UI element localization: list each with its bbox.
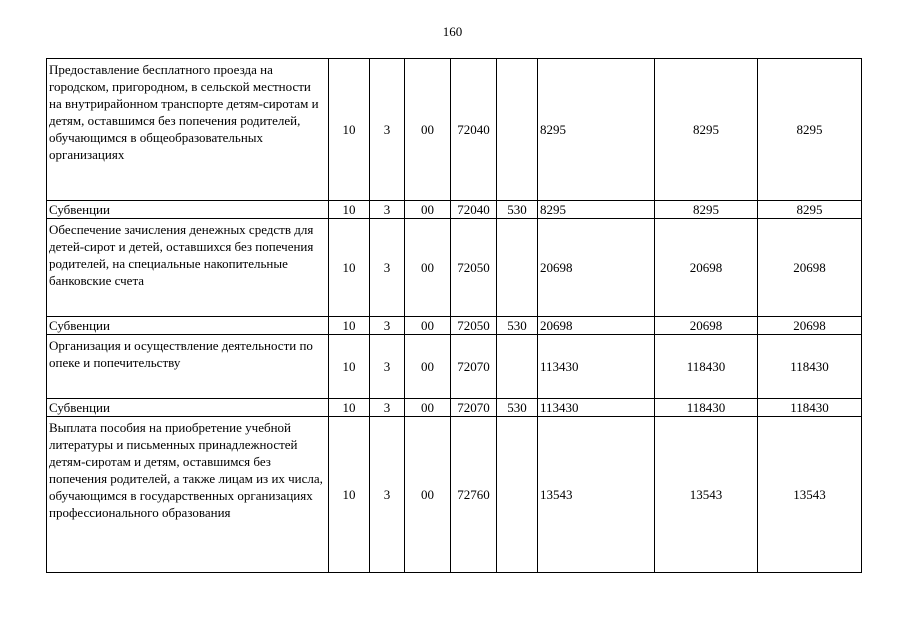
amount-year1-cell: 13543: [538, 417, 655, 573]
expense-type-cell: 530: [497, 201, 538, 219]
table-row: [47, 317, 862, 335]
program-cell: 00: [405, 219, 451, 317]
amount-year3-cell: 20698: [758, 317, 862, 335]
name-cell: Организация и осуществление деятельности по опеке и попечительству: [47, 335, 329, 399]
table-row: [47, 335, 862, 399]
name-cell: Субвенции: [47, 399, 329, 417]
amount-year2-cell: 118430: [655, 399, 758, 417]
amount-year3-cell: 118430: [758, 399, 862, 417]
table-row: [47, 219, 862, 317]
subsection-cell: 3: [370, 399, 405, 417]
program-cell: 00: [405, 201, 451, 219]
expense-type-cell: [497, 335, 538, 399]
program-cell: 00: [405, 335, 451, 399]
amount-year3-cell: 8295: [758, 201, 862, 219]
amount-year1-cell: 113430: [538, 335, 655, 399]
section-cell: 10: [329, 399, 370, 417]
name-cell: Субвенции: [47, 317, 329, 335]
table-row: [47, 59, 862, 201]
amount-year1-cell: 20698: [538, 219, 655, 317]
table-row: [47, 417, 862, 573]
amount-year2-cell: 8295: [655, 59, 758, 201]
amount-year2-cell: 8295: [655, 201, 758, 219]
section-cell: 10: [329, 417, 370, 573]
amount-year3-cell: 8295: [758, 59, 862, 201]
amount-year3-cell: 20698: [758, 219, 862, 317]
section-cell: 10: [329, 201, 370, 219]
subsection-cell: 3: [370, 417, 405, 573]
section-cell: 10: [329, 335, 370, 399]
expense-type-cell: [497, 59, 538, 201]
amount-year2-cell: 118430: [655, 335, 758, 399]
table-row: [47, 201, 862, 219]
subsection-cell: 3: [370, 201, 405, 219]
target-article-cell: 72070: [451, 399, 497, 417]
program-cell: 00: [405, 417, 451, 573]
amount-year3-cell: 13543: [758, 417, 862, 573]
subsection-cell: 3: [370, 219, 405, 317]
subsection-cell: 3: [370, 317, 405, 335]
subsection-cell: 3: [370, 59, 405, 201]
amount-year1-cell: 113430: [538, 399, 655, 417]
expense-type-cell: [497, 219, 538, 317]
amount-year2-cell: 20698: [655, 317, 758, 335]
expense-type-cell: [497, 417, 538, 573]
subsection-cell: 3: [370, 335, 405, 399]
page-number: 160: [442, 24, 463, 39]
amount-year1-cell: 8295: [538, 59, 655, 201]
amount-year3-cell: 118430: [758, 335, 862, 399]
amount-year2-cell: 13543: [655, 417, 758, 573]
amount-year1-cell: 20698: [538, 317, 655, 335]
budget-table: [46, 58, 862, 573]
amount-year1-cell: 8295: [538, 201, 655, 219]
section-cell: 10: [329, 59, 370, 201]
expense-type-cell: 530: [497, 399, 538, 417]
section-cell: 10: [329, 219, 370, 317]
target-article-cell: 72760: [451, 417, 497, 573]
program-cell: 00: [405, 399, 451, 417]
table-body: [47, 59, 862, 573]
target-article-cell: 72070: [451, 335, 497, 399]
name-cell: Выплата пособия на приобретение учебной литературы и письменных принадлежностей детям-сиротам и детям, оставшимся без попечения родителей, а также лицам из их числа, обучающимся в государственных организациях профессионального образования: [47, 417, 329, 573]
target-article-cell: 72040: [451, 59, 497, 201]
name-cell: Обеспечение зачисления денежных средств для детей-сирот и детей, оставшихся без попечения родителей, на специальные накопительные банковские счета: [47, 219, 329, 317]
target-article-cell: 72050: [451, 317, 497, 335]
target-article-cell: 72050: [451, 219, 497, 317]
name-cell: Субвенции: [47, 201, 329, 219]
expense-type-cell: 530: [497, 317, 538, 335]
section-cell: 10: [329, 317, 370, 335]
table-row: [47, 399, 862, 417]
name-cell: Предоставление бесплатного проезда на городском, пригородном, в сельской местности на внутрирайонном транспорте детям-сиротам и детям, оставшимся без попечения родителей, обучающимся в общеобразовательных организациях: [47, 59, 329, 201]
amount-year2-cell: 20698: [655, 219, 758, 317]
program-cell: 00: [405, 317, 451, 335]
program-cell: 00: [405, 59, 451, 201]
target-article-cell: 72040: [451, 201, 497, 219]
